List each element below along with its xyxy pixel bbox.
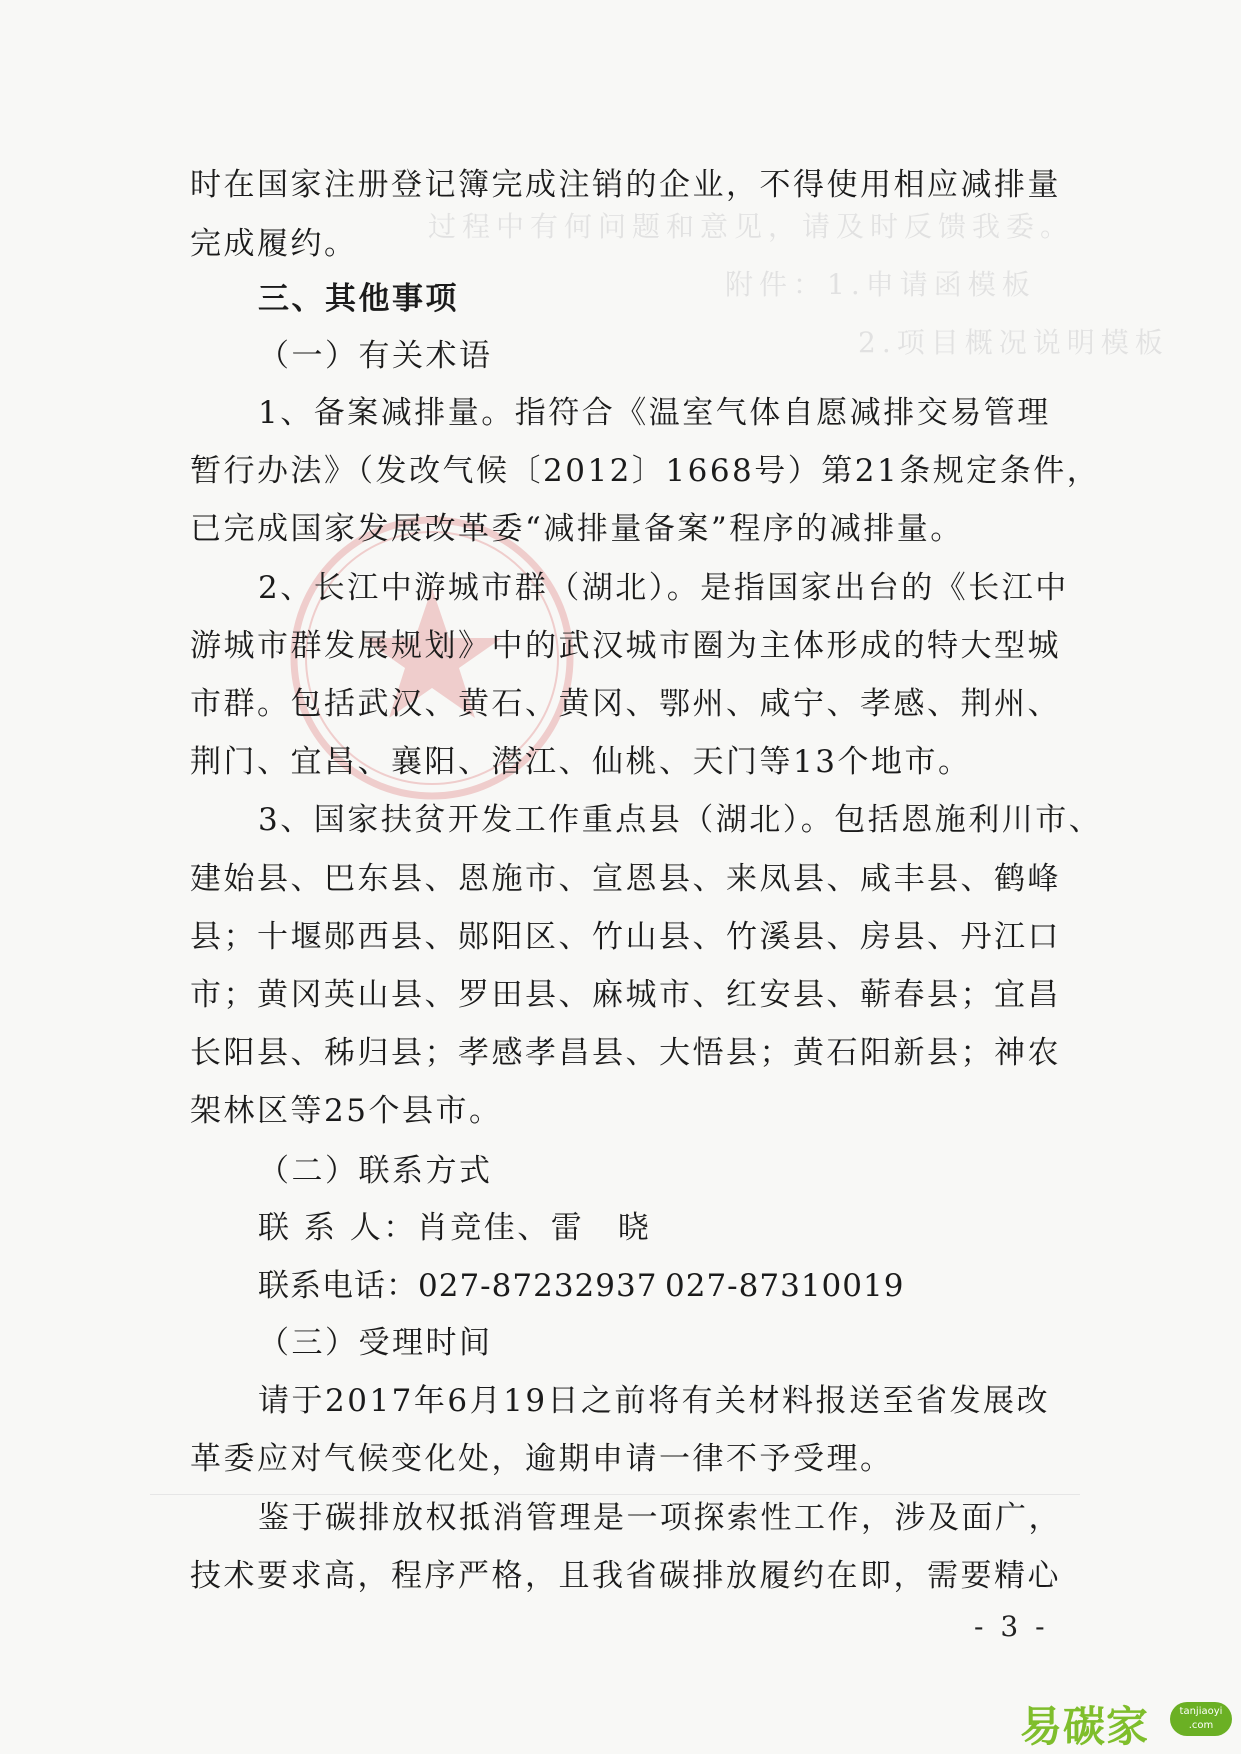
watermark-logo	[1008, 1690, 1236, 1750]
paragraph-line: 县；十堰郧西县、郧阳区、竹山县、竹溪县、房县、丹江口	[190, 919, 1061, 955]
paragraph-line: 长阳县、秭归县；孝感孝昌县、大悟县；黄石阳新县；神农	[190, 1035, 1061, 1071]
paragraph-line: 荆门、宜昌、襄阳、潜江、仙桃、天门等13个地市。	[190, 744, 972, 780]
section-heading: 三、其他事项	[258, 281, 459, 317]
page-number: - 3 -	[974, 1610, 1049, 1643]
bleed-through-line: 2.项目概况说明模板	[858, 326, 1169, 359]
paragraph-line: 市群。包括武汉、黄石、黄冈、鄂州、咸宁、孝感、荆州、	[190, 686, 1061, 722]
watermark-url: tanjiaoyi .com	[1170, 1702, 1232, 1736]
contact-phone: 联系电话：027-87232937 027-87310019	[258, 1268, 905, 1304]
paragraph-line: 已完成国家发展改革委“减排量备案”程序的减排量。	[190, 511, 964, 547]
paragraph-line: 建始县、巴东县、恩施市、宣恩县、来凤县、咸丰县、鹤峰	[190, 861, 1061, 897]
paragraph-line: 市；黄冈英山县、罗田县、麻城市、红安县、蕲春县；宜昌	[190, 977, 1061, 1013]
paragraph-line: 时在国家注册登记簿完成注销的企业，不得使用相应减排量	[190, 167, 1061, 203]
paragraph-line: 鉴于碳排放权抵消管理是一项探索性工作，涉及面广，	[258, 1500, 1062, 1536]
paragraph-line: 2、长江中游城市群（湖北）。是指国家出台的《长江中	[258, 570, 1069, 606]
contact-person: 联 系 人：肖竞佳、雷 晓	[258, 1210, 652, 1246]
paragraph-line: 3、国家扶贫开发工作重点县（湖北）。包括恩施利川市、	[258, 802, 1103, 838]
paragraph-line: 完成履约。	[190, 226, 358, 262]
paragraph-line: 架林区等25个县市。	[190, 1093, 503, 1129]
subsection-heading: （二）联系方式	[258, 1153, 493, 1189]
subsection-heading: （一）有关术语	[258, 338, 493, 374]
paragraph-line: 游城市群发展规划》中的武汉城市圈为主体形成的特大型城	[190, 628, 1061, 664]
paragraph-line: 暂行办法》（发改气候〔2012〕1668号）第21条规定条件，	[190, 453, 1101, 489]
bleed-through-line: 过程中有何问题和意见，请及时反馈我委。	[428, 210, 1075, 243]
paragraph-line: 技术要求高，程序严格，且我省碳排放履约在即，需要精心	[190, 1558, 1061, 1594]
paragraph-line: 1、备案减排量。指符合《温室气体自愿减排交易管理	[258, 395, 1051, 431]
watermark-text: 易碳家	[1020, 1702, 1150, 1751]
paragraph-line: 请于2017年6月19日之前将有关材料报送至省发展改	[258, 1383, 1051, 1419]
subsection-heading: （三）受理时间	[258, 1325, 493, 1361]
paragraph-line: 革委应对气候变化处，逾期申请一律不予受理。	[190, 1441, 894, 1477]
bleed-through-line: 附件：1.申请函模板	[725, 268, 1036, 301]
